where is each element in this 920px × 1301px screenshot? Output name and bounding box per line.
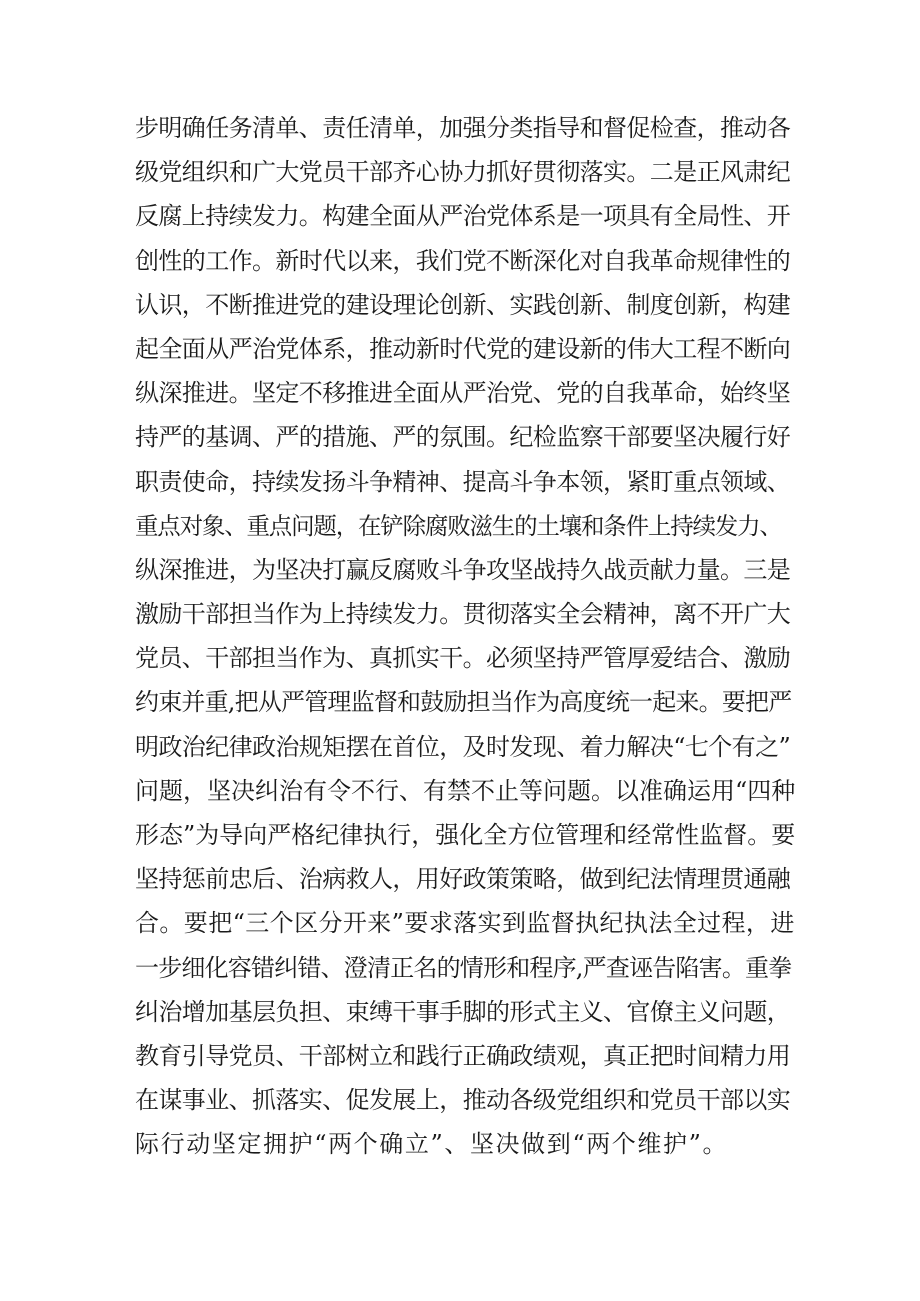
text-line: 持严的基调、严的措施、严的氛围。纪检监察干部要坚决履行好 xyxy=(135,423,791,452)
text-line: 反腐上持续发力。构建全面从严治党体系是一项具有全局性、开 xyxy=(135,202,791,231)
text-line: 约束并重,把从严管理监督和鼓励担当作为高度统一起来。要把严 xyxy=(135,688,792,717)
text-line: 纵深推进，为坚决打赢反腐败斗争攻坚战持久战贡献力量。三是 xyxy=(135,555,791,584)
text-line: 际行动坚定拥护“两个确立”、坚决做到“两个维护”。 xyxy=(135,1130,729,1159)
text-line: 起全面从严治党体系，推动新时代党的建设新的伟大工程不断向 xyxy=(135,334,791,363)
text-line: 纵深推进。坚定不移推进全面从严治党、党的自我革命，始终坚 xyxy=(135,379,791,408)
text-line: 形态”为导向严格纪律执行，强化全方位管理和经常性监督。要 xyxy=(135,821,796,849)
text-line: 职责使命，持续发扬斗争精神、提高斗争本领，紧盯重点领域、 xyxy=(135,467,791,496)
text-line: 党员、干部担当作为、真抓实干。必须坚持严管厚爱结合、激励 xyxy=(135,644,791,673)
text-line: 认识，不断推进党的建设理论创新、实践创新、制度创新，构建 xyxy=(135,290,791,319)
body-text xyxy=(135,106,795,1167)
text-line: 激励干部担当作为上持续发力。贯彻落实全会精神，离不开广大 xyxy=(135,600,791,629)
text-line: 问题，坚决纠治有令不行、有禁不止等问题。以准确运用“四种 xyxy=(135,776,796,805)
text-line: 教育引导党员、干部树立和践行正确政绩观，真正把时间精力用 xyxy=(135,1041,791,1070)
text-line: 纠治增加基层负担、束缚干事手脚的形式主义、官僚主义问题， xyxy=(135,997,791,1026)
text-line: 创性的工作。新时代以来，我们党不断深化对自我革命规律性的 xyxy=(135,246,791,275)
text-line: 步明确任务清单、责任清单，加强分类指导和督促检查，推动各 xyxy=(135,114,791,142)
text-line: 在谋事业、抓落实、促发展上，推动各级党组织和党员干部以实 xyxy=(135,1086,791,1115)
text-line: 合。要把“三个区分开来”要求落实到监督执纪执法全过程，进 xyxy=(135,909,795,938)
text-line: 明政治纪律政治规矩摆在首位，及时发现、着力解决“七个有之” xyxy=(135,732,791,761)
text-line: 重点对象、重点问题，在铲除腐败滋生的土壤和条件上持续发力、 xyxy=(135,511,782,540)
text-line: 一步细化容错纠错、澄清正名的情形和程序,严查诬告陷害。重拳 xyxy=(135,953,792,982)
text-line: 级党组织和广大党员干部齐心协力抓好贯彻落实。二是正风肃纪 xyxy=(135,158,791,187)
text-line: 坚持惩前忠后、治病救人，用好政策策略，做到纪法情理贯通融 xyxy=(135,865,791,894)
